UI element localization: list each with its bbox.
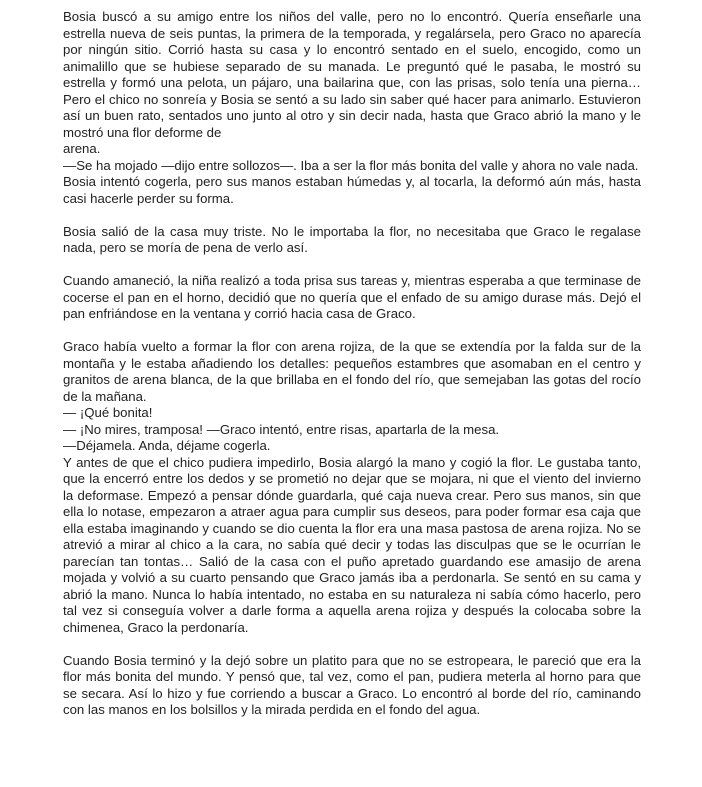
text-line: arena. <box>63 141 101 156</box>
dialogue-line: —Déjamela. Anda, déjame cogerla. <box>63 438 271 453</box>
text-line: Bosia salió de la casa muy triste. No le importaba la flor, no necesitaba que Graco le regalase nada, pero se moría de pena de verlo así. <box>63 223 641 255</box>
text-line: Y antes de que el chico pudiera impedirlo, Bosia alargó la mano y cogió la flor. Le gustaba tanto, que la encerró entre los dedos y se prometió no dejar que se mojara, ni que el viento del invierno la deformase. Empezó a pensar dónde guardarla, qué caja nueva crear. Pero sus manos, sin que ella lo notase, empezaron a atraer agua para cumplir sus deseos, para poder formar esa caja que ella estaba imaginando y cuando se dio cuenta la flor era una masa pastosa de arena rojiza. No se atrevió a mirar al chico a la cara, no sabía qué decir y todas las disculpas que se le ocurrían le parecían tan tontas… Salió de la casa con el puño apretado guardando ese amasijo de arena mojada y volvió a su cuarto pensando que Graco jamás iba a perdonarla. Se sentó en su cama y abrió la mano. Nunca lo había intentado, no estaba en su naturaleza ni sabía cómo hacerlo, pero tal vez si conseguía volver a darle forma a aquella arena rojiza y después la colocaba sobre la chimenea, Graco la perdonaría. <box>63 454 641 635</box>
paragraph-2 <box>63 224 641 257</box>
dialogue-line: —Se ha mojado —dijo entre sollozos—. Iba a ser la flor más bonita del valle y ahora no vale nada. <box>63 157 639 173</box>
text-line: Cuando amaneció, la niña realizó a toda prisa sus tareas y, mientras esperaba a que terminase de cocerse el pan en el horno, decidió que no quería que el enfado de su amigo durase más. Dejó el pan enfriándose en la ventana y corrió hacia casa de Graco. <box>63 273 641 321</box>
paragraph-1 <box>63 9 641 207</box>
story-text <box>63 9 641 719</box>
text-line: Cuando Bosia terminó y la dejó sobre un platito para que no se estropeara, le pareció que era la flor más bonita del mundo. Y pensó que, tal vez, como el pan, pudiera meterla al horno para que se secara. Así lo hizo y fue corriendo a buscar a Graco. Lo encontró al borde del río, caminando con las manos en los bolsillos y la mirada perdida en el fondo del agua. <box>63 652 641 717</box>
paragraph-3 <box>63 273 641 323</box>
text-line: Bosia intentó cogerla, pero sus manos estaban húmedas y, al tocarla, la deformó aún más, hasta casi hacerle perder su forma. <box>63 174 641 206</box>
text-line: Graco había vuelto a formar la flor con arena rojiza, de la que se extendía por la falda sur de la montaña y le estaba añadiendo los detalles: pequeños estambres que asomaban en el centro y granitos de arena blanca, de la que brillaba en el fondo del río, que semejaban las gotas del rocío de la mañana. <box>63 339 641 404</box>
dialogue-line: — ¡No mires, tramposa! —Graco intentó, entre risas, apartarla de la mesa. <box>63 421 500 437</box>
dialogue-line: — ¡Qué bonita! <box>63 405 153 420</box>
paragraph-5 <box>63 653 641 719</box>
text-line: Bosia buscó a su amigo entre los niños del valle, pero no lo encontró. Quería enseñarle una estrella nueva de seis puntas, la primera de la temporada, y regalársela, pero Graco no aparecía por ningún sitio. Corrió hasta su casa y lo encontró sentado en el suelo, encogido, como un animalillo que se hubiese separado de su manada. Le preguntó qué le pasaba, le mostró su estrella y formó una pelota, un pájaro, una bailarina que, con las prisas, solo tenía una pierna… Pero el chico no sonreía y Bosia se sentó a su lado sin saber qué hacer para animarlo. Estuvieron así un buen rato, sentados uno junto al otro y sin decir nada, hasta que Graco abrió la mano y le mostró una flor deforme de <box>63 9 641 140</box>
paragraph-4 <box>63 339 641 636</box>
